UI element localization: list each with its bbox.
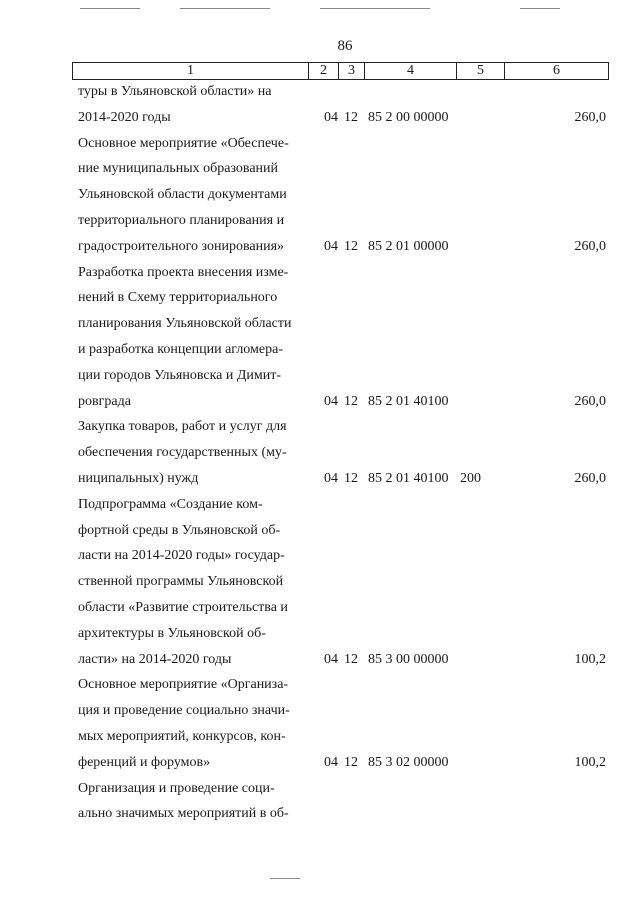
section-code: 04 — [324, 754, 338, 770]
description-line: ственной программы Ульяновской — [78, 574, 284, 590]
table-row — [72, 492, 608, 673]
section-code: 04 — [324, 109, 338, 125]
target-article-code: 85 3 02 00000 — [368, 754, 449, 770]
row-description — [72, 492, 308, 673]
description-line: ции городов Ульяновска и Димит- — [78, 367, 282, 383]
description-line: градостроительного зонирования» — [78, 238, 285, 254]
column-header-1: 1 — [73, 63, 309, 80]
column-header-5: 5 — [457, 63, 505, 80]
description-line: туры в Ульяновской области» на — [78, 84, 272, 99]
table-row — [72, 414, 608, 491]
subsection-code: 12 — [344, 651, 358, 667]
amount: 100,2 — [574, 651, 606, 667]
target-article-code: 85 2 00 00000 — [368, 109, 449, 125]
table-row — [72, 672, 608, 775]
row-description — [72, 260, 308, 415]
row-description — [72, 776, 308, 828]
description-line: 2014-2020 годы — [78, 109, 171, 125]
column-header-6: 6 — [505, 63, 609, 80]
column-header-4: 4 — [365, 63, 457, 80]
expense-type-code — [456, 105, 504, 131]
column-header-table — [72, 62, 609, 80]
target-article-code: 85 2 01 40100 — [368, 393, 449, 409]
amount: 100,2 — [574, 754, 606, 770]
section-code: 04 — [324, 393, 338, 409]
scan-mark — [270, 878, 300, 879]
row-codes — [308, 389, 608, 415]
target-article-code: 85 2 01 40100 — [368, 470, 449, 486]
amount: 260,0 — [574, 109, 606, 125]
target-article-code: 85 3 00 00000 — [368, 651, 449, 667]
expense-type-code — [456, 389, 504, 415]
expense-type-code — [456, 647, 504, 673]
subsection-code: 12 — [344, 109, 358, 125]
description-line: Организация и проведение соци- — [78, 780, 275, 796]
expense-type-code — [456, 234, 504, 260]
row-description — [72, 79, 308, 131]
column-header-row — [73, 63, 609, 80]
table-row — [72, 79, 608, 131]
table-row — [72, 131, 608, 260]
table-row — [72, 260, 608, 415]
section-code: 04 — [324, 651, 338, 667]
description-line: ниципальных) нужд — [78, 470, 199, 486]
section-code: 04 — [324, 238, 338, 254]
description-line: нений в Схему территориального — [78, 290, 278, 306]
subsection-code: 12 — [344, 754, 358, 770]
page-number: 86 — [337, 38, 353, 54]
description-line: мых мероприятий, конкурсов, кон- — [78, 728, 286, 744]
description-line: Подпрограмма «Создание ком- — [78, 496, 263, 512]
description-line: области «Развитие строительства и — [78, 599, 288, 615]
row-description — [72, 414, 308, 491]
row-codes — [308, 466, 608, 492]
subsection-code: 12 — [344, 238, 358, 254]
scan-mark — [320, 8, 430, 9]
column-header-2: 2 — [309, 63, 339, 80]
row-codes — [308, 750, 608, 776]
scan-mark — [180, 8, 270, 9]
row-codes — [308, 647, 608, 673]
description-line: ласти на 2014-2020 годы» государ- — [78, 548, 285, 564]
description-line: ние муниципальных образований — [78, 161, 279, 177]
target-article-code: 85 2 01 00000 — [368, 238, 449, 254]
description-line: ровграда — [78, 393, 131, 409]
row-description — [72, 672, 308, 775]
description-line: Основное мероприятие «Обеспече- — [78, 135, 289, 151]
description-line: территориального планирования и — [78, 212, 285, 228]
subsection-code: 12 — [344, 470, 358, 486]
description-line: ласти» на 2014-2020 годы — [78, 651, 232, 667]
expense-type-code — [456, 750, 504, 776]
amount: 260,0 — [574, 393, 606, 409]
description-line: и разработка концепции агломера- — [78, 341, 283, 357]
amount: 260,0 — [574, 470, 606, 486]
description-line: ально значимых мероприятий в об- — [78, 806, 289, 822]
row-codes — [308, 234, 608, 260]
scan-mark — [80, 8, 140, 9]
description-line: Основное мероприятие «Организа- — [78, 677, 289, 693]
budget-table-body — [72, 79, 608, 827]
description-line: ция и проведение социально значи- — [78, 703, 290, 719]
amount: 260,0 — [574, 238, 606, 254]
description-line: ференций и форумов» — [78, 754, 211, 770]
table-row — [72, 776, 608, 828]
column-header-3: 3 — [339, 63, 365, 80]
description-line: Разработка проекта внесения изме- — [78, 264, 289, 280]
description-line: архитектуры в Ульяновской об- — [78, 625, 266, 641]
description-line: Закупка товаров, работ и услуг для — [78, 419, 287, 435]
description-line: обеспечения государственных (му- — [78, 445, 287, 461]
description-line: планирования Ульяновской области — [78, 316, 292, 332]
subsection-code: 12 — [344, 393, 358, 409]
section-code: 04 — [324, 470, 338, 486]
expense-type-code: 200 — [460, 470, 481, 486]
description-line: фортной среды в Ульяновской об- — [78, 522, 281, 538]
row-description — [72, 131, 308, 260]
description-line: Ульяновской области документами — [78, 187, 287, 203]
row-codes — [308, 105, 608, 131]
scan-mark — [520, 8, 560, 9]
